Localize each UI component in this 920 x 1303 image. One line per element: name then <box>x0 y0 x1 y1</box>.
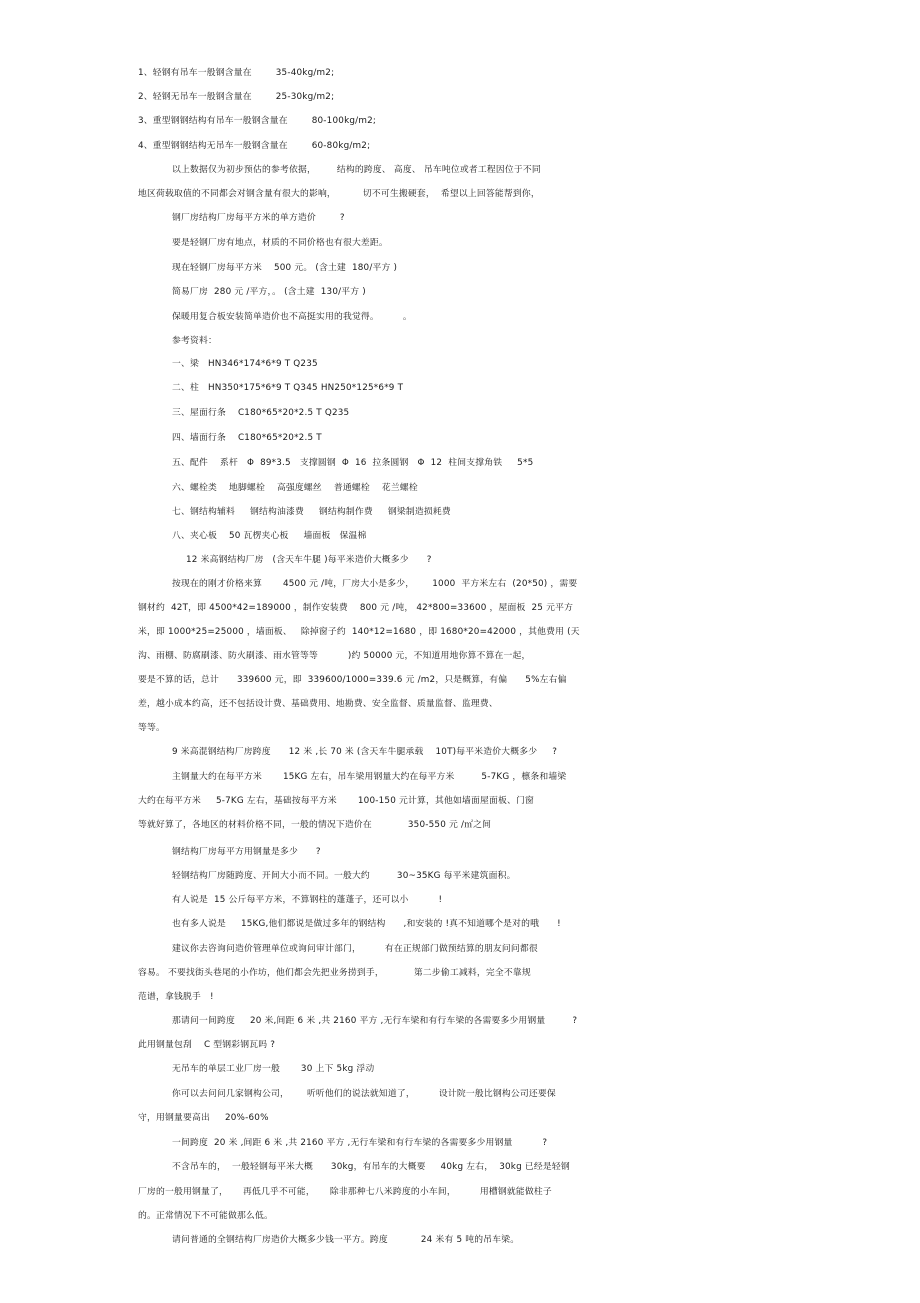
text-line: 建议你去咨询问造价管理单位或询问审计部门， 有在正规部门做预结算的朋友问问都很 <box>172 944 538 954</box>
text-line: 三、屋面行条 C180*65*20*2.5 T Q235 <box>172 408 350 418</box>
text-line: 无吊车的单层工业厂房一般 30 上下 5kg 浮动 <box>172 1064 375 1074</box>
text-line: 钢厂房结构厂房每平方米的单方造价 ? <box>172 213 345 223</box>
text-line: 一、梁 HN346*174*6*9 T Q235 <box>172 359 318 369</box>
text-line: 现在轻钢厂房每平方米 500 元。 (含土建 180/平方 ) <box>172 263 398 273</box>
text-line: 等等。 <box>138 723 165 733</box>
text-line: 地区荷载取值的不同都会对钢含量有很大的影响， 切不可生搬硬套， 希望以上回答能帮到你， <box>138 189 540 199</box>
text-line: 1、轻钢有吊车一般钢含量在 35-40kg/m2; <box>138 68 335 78</box>
text-line: 沟、雨棚、防腐刷漆、防火刷漆、雨水管等等 )约 50000 元，不知道用地你算不算在一起， <box>138 651 531 661</box>
text-line: 保暖用复合板安装简单造价也不高挺实用的我觉得。 。 <box>172 312 412 322</box>
text-line: 米，即 1000*25=25000 ，墙面板、 除掉窗子约 140*12=1680 ，即 1680*20=42000 ，其他费用 (天 <box>138 627 580 637</box>
text-line: 八、夹心板 50 瓦楞夹心板 墙面板 保温棉 <box>172 531 367 541</box>
text-line: 六、螺栓类 地脚螺栓 高强度螺丝 普通螺栓 花兰螺栓 <box>172 483 418 493</box>
text-line: 范谱，拿钱脱手 ! <box>138 992 214 1002</box>
text-line: 你可以去问问几家钢构公司， 听听他们的说法就知道了， 设计院一般比钢构公司还要保 <box>172 1089 556 1099</box>
text-line: 也有多人说是 15KG,他们都说是做过多年的钢结构 ,和安装的 !真不知道哪个是对的哦 ! <box>172 919 561 929</box>
text-line: 钢结构厂房每平方用钢量是多少 ? <box>172 847 321 857</box>
text-line: 一间跨度 20 米 ,间距 6 米 ,共 2160 平方 ,无行车梁和有行车梁的各需要多少用钢量 ? <box>172 1138 548 1148</box>
text-line: 守，用钢量要高出 20%-60% <box>138 1113 269 1123</box>
text-line: 2、轻钢无吊车一般钢含量在 25-30kg/m2; <box>138 92 335 102</box>
text-line: 12 米高钢结构厂房 (含天车牛腿 )每平米造价大概多少 ? <box>186 555 432 565</box>
text-line: 的。正常情况下不可能做那么低。 <box>138 1211 273 1221</box>
text-line: 不含吊车的， 一般轻钢每平米大概 30kg，有吊车的大概要 40kg 左右， 30kg 已经是轻钢 <box>172 1162 570 1172</box>
text-line: 按现在的刚才价格来算 4500 元 /吨，厂房大小是多少， 1000 平方米左右 (20*50) ，需要 <box>172 579 578 589</box>
text-line: 4、重型钢钢结构无吊车一般钢含量在 60-80kg/m2; <box>138 141 371 151</box>
text-line: 那请问一间跨度 20 米,间距 6 米 ,共 2160 平方 ,无行车梁和有行车梁的各需要多少用钢量 ? <box>172 1016 578 1026</box>
text-line: 大约在每平方米 5-7KG 左右，基础按每平方米 100-150 元计算，其他如墙面屋面板、门窗 <box>138 796 534 806</box>
text-line: 五、配件 系杆 Φ 89*3.5 支撑圆钢 Φ 16 拉条圆钢 Φ 12 柱间支撑角铁 5*5 <box>172 458 534 468</box>
text-line: 钢材约 42T，即 4500*42=189000 ，制作安装费 800 元 /吨， 42*800=33600 ，屋面板 25 元平方 <box>138 603 574 613</box>
text-line: 差，越小成本约高，还不包括设计费、基础费用、地勘费、安全监督、质量监督、监理费、 <box>138 699 498 709</box>
text-line: 四、墙面行条 C180*65*20*2.5 T <box>172 433 322 443</box>
text-line: 主钢量大约在每平方米 15KG 左右，吊车梁用钢量大约在每平方米 5-7KG ，檩条和墙梁 <box>172 772 567 782</box>
text-line: 参考资料： <box>172 336 217 346</box>
text-line: 厂房的一般用钢量了， 再低几乎不可能， 除非那种七八米跨度的小车间， 用槽钢就能做柱子 <box>138 1187 552 1197</box>
text-line: 9 米高混钢结构厂房跨度 12 米 ,长 70 米 (含天车牛腿承载 10T)每平米造价大概多少 ? <box>172 747 558 757</box>
text-line: 以上数据仅为初步预估的参考依据， 结构的跨度、 高度、 吊车吨位或者工程因位于不同 <box>172 165 541 175</box>
text-line: 3、重型钢钢结构有吊车一般钢含量在 80-100kg/m2; <box>138 116 377 126</box>
text-line: 容易。 不要找街头巷尾的小作坊，他们都会先把业务捞到手， 第二步偷工减料，完全不靠规 <box>138 968 531 978</box>
text-line: 二、柱 HN350*175*6*9 T Q345 HN250*125*6*9 T <box>172 383 404 393</box>
text-line: 此用钢量包刮 C 型钢彩钢瓦吗 ? <box>138 1040 276 1050</box>
text-line: 简易厂房 280 元 /平方，。 (含土建 130/平方 ) <box>172 287 366 297</box>
text-line: 有人说是 15 公斤每平方米，不算钢柱的蓬蓬子，还可以小 ! <box>172 895 443 905</box>
text-line: 请问普通的全钢结构厂房造价大概多少钱一平方。跨度 24 米有 5 吨的吊车梁。 <box>172 1235 520 1245</box>
text-line: 要是不算的话，总计 339600 元，即 339600/1000=339.6 元 /m2，只是概算，有偏 5%左右偏 <box>138 675 567 685</box>
text-line: 等就好算了，各地区的材料价格不同，一般的情况下造价在 350-550 元 /㎡之间 <box>138 820 492 830</box>
text-line: 轻钢结构厂房随跨度、开间大小而不同。一般大约 30~35KG 每平米建筑面积。 <box>172 871 516 881</box>
text-line: 七、钢结构辅料 钢结构油漆费 钢结构制作费 钢梁制造损耗费 <box>172 507 451 517</box>
text-line: 要是轻钢厂房有地点，材质的不同价格也有很大差距。 <box>172 238 388 248</box>
